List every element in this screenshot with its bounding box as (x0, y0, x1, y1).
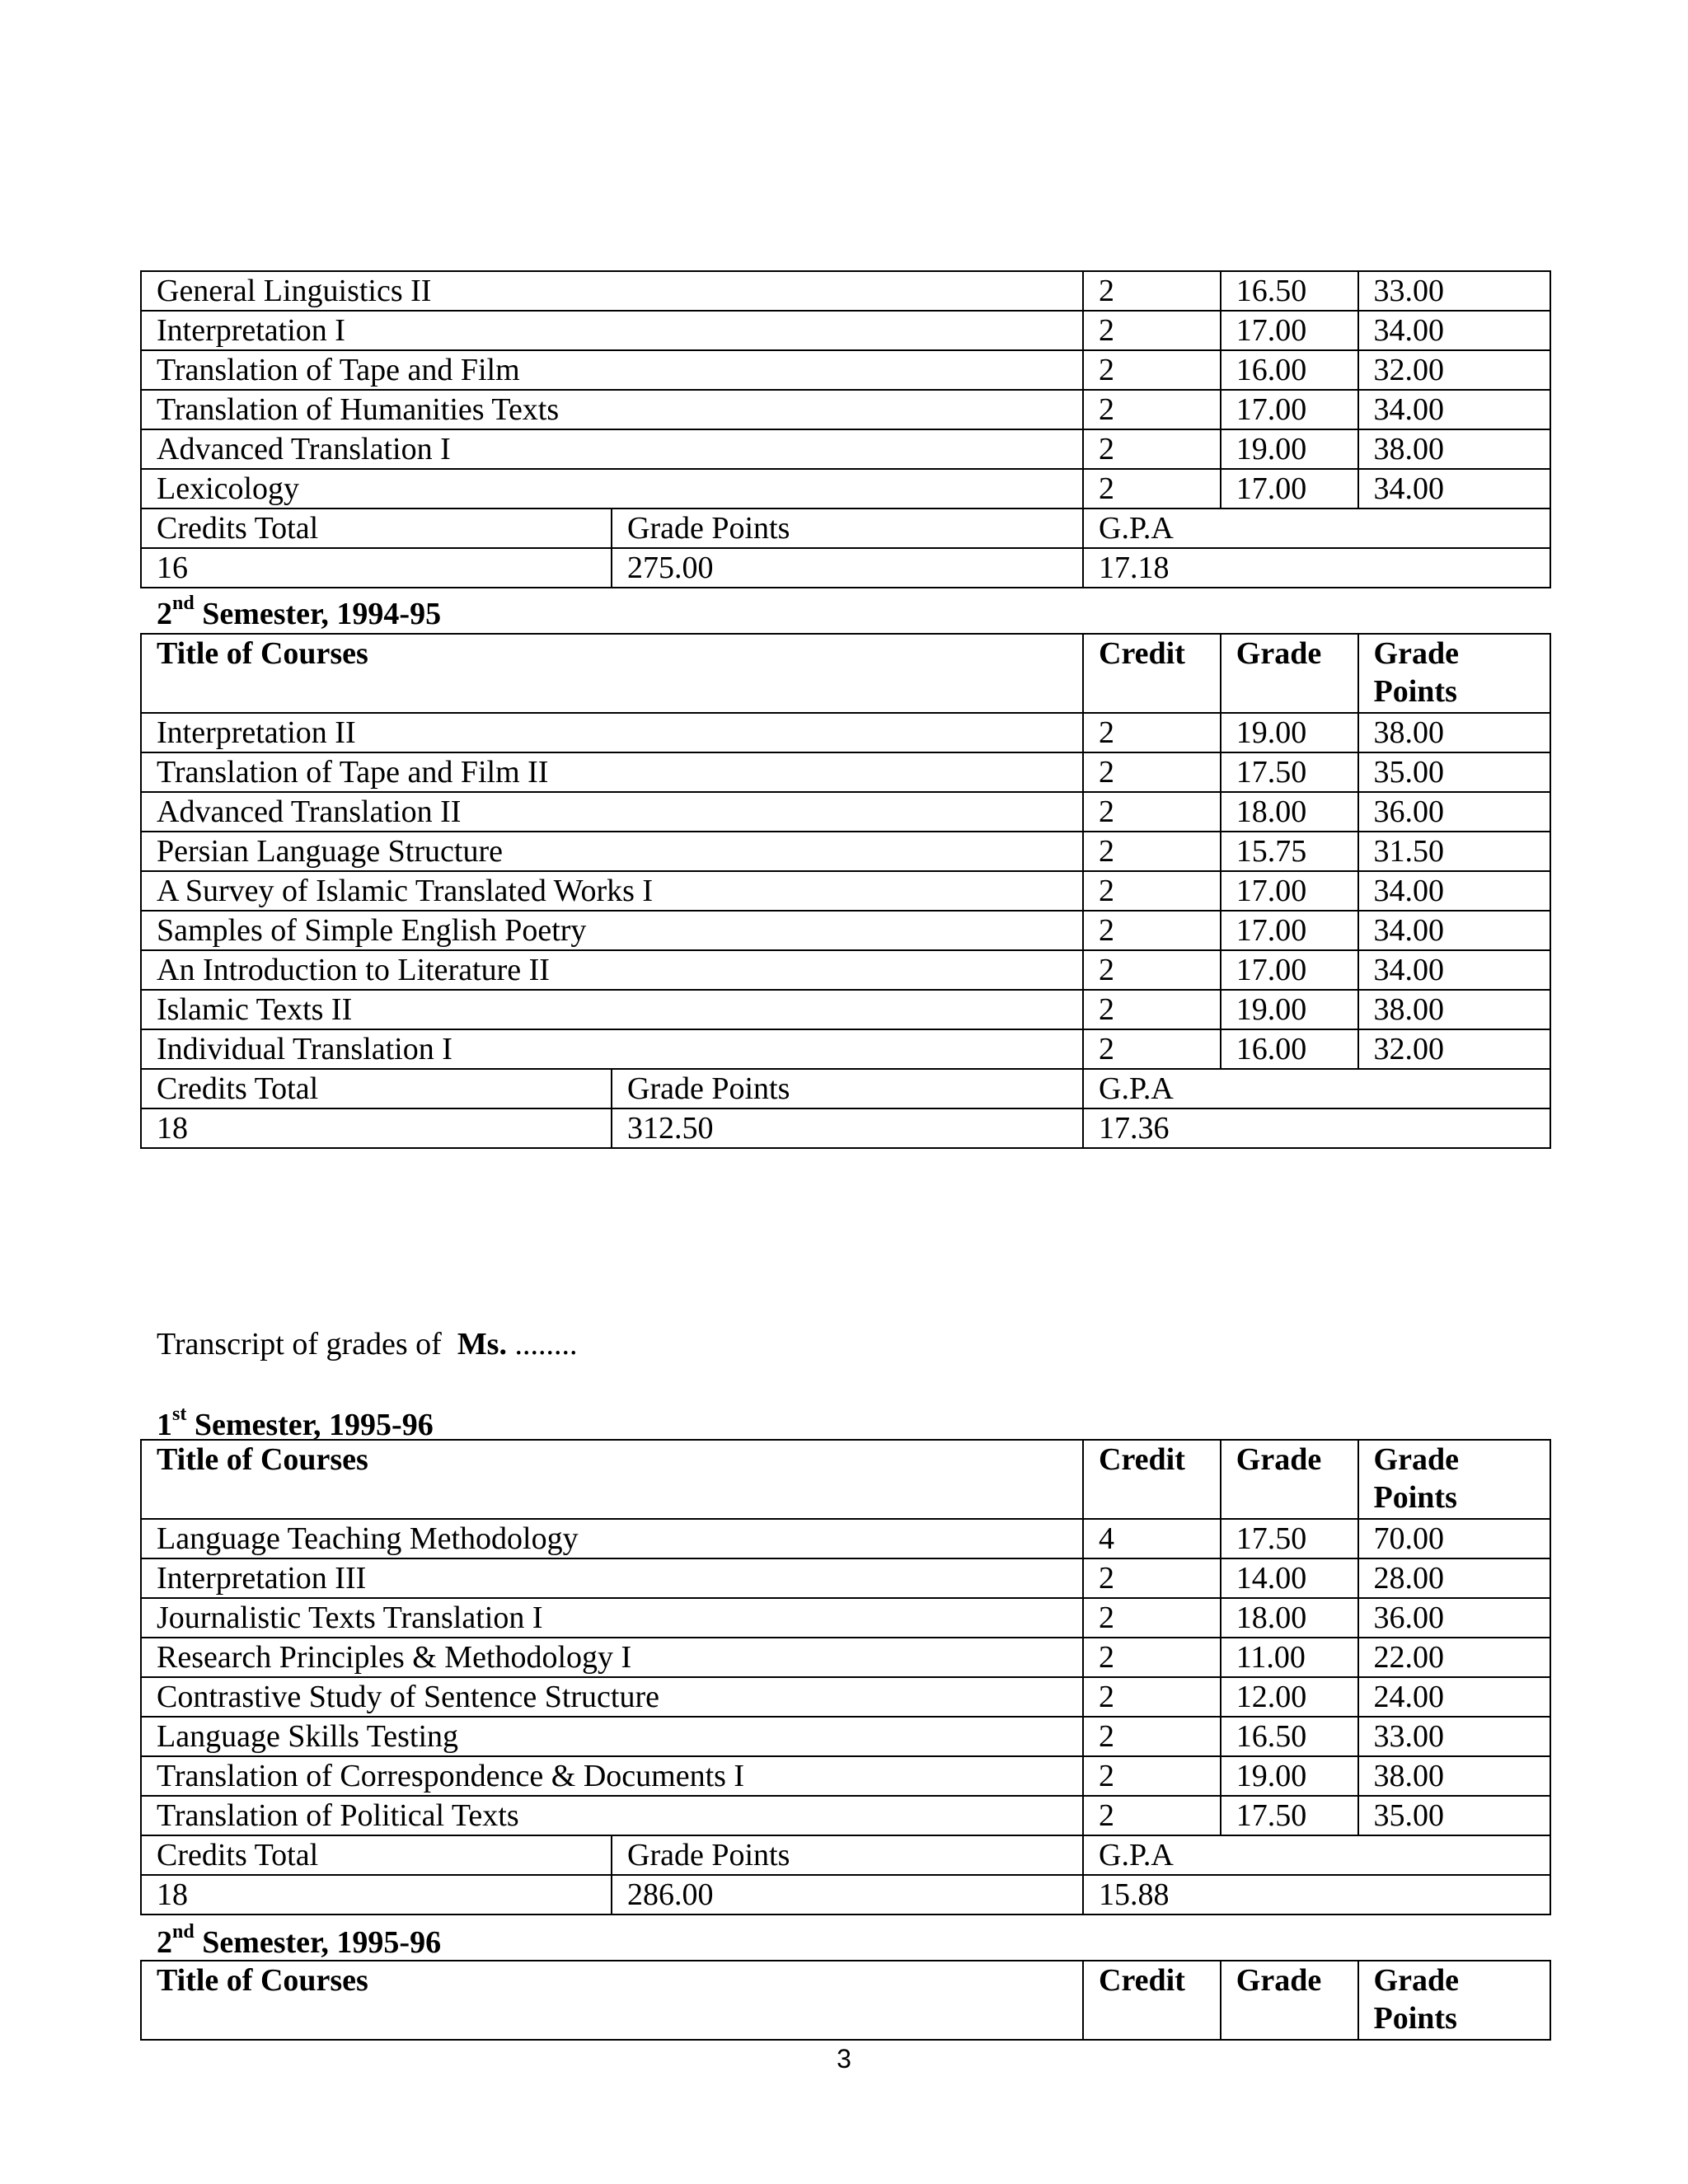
course-grade: 17.00 (1221, 311, 1358, 350)
course-table (140, 1439, 1551, 1915)
course-grade: 16.00 (1221, 350, 1358, 390)
table-row (141, 429, 1550, 469)
course-grade: 19.00 (1221, 990, 1358, 1029)
transcript-intro (157, 1325, 577, 1363)
table-row (141, 911, 1550, 950)
semester-number: 2 (157, 1925, 172, 1960)
header-grade: Grade (1221, 634, 1358, 713)
course-credit: 2 (1083, 469, 1221, 509)
table-row (141, 390, 1550, 429)
course-credit: 2 (1083, 1756, 1221, 1796)
intro-name: Ms. (457, 1327, 507, 1361)
header-grade-points: Grade Points (1358, 1961, 1550, 2040)
course-credit: 2 (1083, 350, 1221, 390)
section-table-4 (140, 1960, 1551, 2041)
table-row (141, 1558, 1550, 1598)
semester-number: 2 (157, 597, 172, 631)
table-row (141, 311, 1550, 350)
table-row (141, 1519, 1550, 1558)
course-grade: 16.50 (1221, 271, 1358, 311)
header-grade: Grade (1221, 1440, 1358, 1519)
course-title: Journalistic Texts Translation I (141, 1598, 1083, 1638)
course-credit: 2 (1083, 990, 1221, 1029)
table-header-row (141, 1440, 1550, 1519)
semester-label: Semester, 1995-96 (186, 1408, 434, 1442)
course-grade-points: 34.00 (1358, 469, 1550, 509)
course-grade-points: 33.00 (1358, 271, 1550, 311)
course-grade-points: 36.00 (1358, 1598, 1550, 1638)
course-credit: 2 (1083, 792, 1221, 832)
course-credit: 2 (1083, 1638, 1221, 1677)
grade-points-value: 286.00 (612, 1875, 1083, 1915)
semester-label: Semester, 1994-95 (194, 597, 442, 631)
course-grade: 19.00 (1221, 1756, 1358, 1796)
course-title: Translation of Tape and Film II (141, 752, 1083, 792)
grade-points-value: 275.00 (612, 548, 1083, 588)
course-grade-points: 38.00 (1358, 990, 1550, 1029)
course-credit: 2 (1083, 1598, 1221, 1638)
table-row (141, 1677, 1550, 1717)
course-grade-points: 34.00 (1358, 311, 1550, 350)
course-title: Language Skills Testing (141, 1717, 1083, 1756)
header-credit: Credit (1083, 1440, 1221, 1519)
course-grade-points: 34.00 (1358, 871, 1550, 911)
course-credit: 2 (1083, 752, 1221, 792)
course-credit: 2 (1083, 713, 1221, 752)
section-table-1 (140, 270, 1551, 588)
course-title: General Linguistics II (141, 271, 1083, 311)
gpa-value: 17.18 (1083, 548, 1550, 588)
table-row (141, 752, 1550, 792)
table-row (141, 1598, 1550, 1638)
table-header-row (141, 1961, 1550, 2040)
course-credit: 2 (1083, 271, 1221, 311)
course-grade-points: 36.00 (1358, 792, 1550, 832)
summary-label-row (141, 1069, 1550, 1108)
semester-number: 1 (157, 1408, 172, 1442)
course-grade: 16.00 (1221, 1029, 1358, 1069)
header-title: Title of Courses (141, 1440, 1083, 1519)
course-credit: 2 (1083, 832, 1221, 871)
grade-points-value: 312.50 (612, 1108, 1083, 1148)
section-table-2 (140, 633, 1551, 1149)
course-grade-points: 38.00 (1358, 713, 1550, 752)
table-row (141, 1717, 1550, 1756)
table-row (141, 990, 1550, 1029)
course-title: Lexicology (141, 469, 1083, 509)
course-table (140, 633, 1551, 1149)
course-grade: 14.00 (1221, 1558, 1358, 1598)
course-table (140, 270, 1551, 588)
course-grade: 16.50 (1221, 1717, 1358, 1756)
grade-points-label: Grade Points (612, 1069, 1083, 1108)
header-credit: Credit (1083, 1961, 1221, 2040)
intro-suffix: ........ (506, 1327, 578, 1361)
course-grade-points: 32.00 (1358, 350, 1550, 390)
course-title: A Survey of Islamic Translated Works I (141, 871, 1083, 911)
table-row (141, 713, 1550, 752)
course-grade-points: 28.00 (1358, 1558, 1550, 1598)
credits-total-label: Credits Total (141, 1835, 612, 1875)
page-number: 3 (837, 2044, 851, 2074)
course-title: Research Principles & Methodology I (141, 1638, 1083, 1677)
semester-ordinal: nd (172, 593, 195, 615)
credits-total-value: 16 (141, 548, 612, 588)
course-grade-points: 70.00 (1358, 1519, 1550, 1558)
gpa-label: G.P.A (1083, 1069, 1550, 1108)
table-row (141, 271, 1550, 311)
course-credit: 2 (1083, 1029, 1221, 1069)
table-row (141, 1796, 1550, 1835)
gpa-label: G.P.A (1083, 1835, 1550, 1875)
course-grade-points: 34.00 (1358, 911, 1550, 950)
header-grade-points: Grade Points (1358, 1440, 1550, 1519)
course-title: Islamic Texts II (141, 990, 1083, 1029)
course-grade-points: 31.50 (1358, 832, 1550, 871)
summary-value-row (141, 548, 1550, 588)
course-grade: 17.00 (1221, 950, 1358, 990)
course-title: Language Teaching Methodology (141, 1519, 1083, 1558)
credits-total-label: Credits Total (141, 509, 612, 548)
table-row (141, 950, 1550, 990)
course-grade: 18.00 (1221, 1598, 1358, 1638)
header-title: Title of Courses (141, 1961, 1083, 2040)
table-row (141, 1638, 1550, 1677)
course-credit: 2 (1083, 871, 1221, 911)
course-title: Interpretation I (141, 311, 1083, 350)
course-grade-points: 35.00 (1358, 1796, 1550, 1835)
course-title: Translation of Tape and Film (141, 350, 1083, 390)
course-grade-points: 34.00 (1358, 950, 1550, 990)
course-grade: 11.00 (1221, 1638, 1358, 1677)
course-grade-points: 22.00 (1358, 1638, 1550, 1677)
header-grade: Grade (1221, 1961, 1358, 2040)
gpa-value: 15.88 (1083, 1875, 1550, 1915)
course-grade: 17.50 (1221, 1519, 1358, 1558)
course-title: Individual Translation I (141, 1029, 1083, 1069)
course-title: Interpretation III (141, 1558, 1083, 1598)
table-header-row (141, 634, 1550, 713)
summary-label-row (141, 1835, 1550, 1875)
gpa-value: 17.36 (1083, 1108, 1550, 1148)
course-grade-points: 24.00 (1358, 1677, 1550, 1717)
course-grade-points: 32.00 (1358, 1029, 1550, 1069)
course-credit: 2 (1083, 950, 1221, 990)
credits-total-value: 18 (141, 1875, 612, 1915)
course-credit: 4 (1083, 1519, 1221, 1558)
header-grade-points: Grade Points (1358, 634, 1550, 713)
course-grade-points: 38.00 (1358, 1756, 1550, 1796)
course-credit: 2 (1083, 429, 1221, 469)
table-row (141, 1029, 1550, 1069)
table-row (141, 350, 1550, 390)
section-table-3 (140, 1439, 1551, 1915)
course-grade: 17.00 (1221, 390, 1358, 429)
summary-value-row (141, 1875, 1550, 1915)
course-table (140, 1960, 1551, 2041)
semester-ordinal: st (172, 1404, 187, 1426)
semester-ordinal: nd (172, 1921, 195, 1943)
header-title: Title of Courses (141, 634, 1083, 713)
semester-heading (157, 595, 441, 633)
grade-points-label: Grade Points (612, 509, 1083, 548)
table-row (141, 871, 1550, 911)
course-grade: 17.50 (1221, 1796, 1358, 1835)
credits-total-label: Credits Total (141, 1069, 612, 1108)
course-grade: 17.00 (1221, 871, 1358, 911)
course-credit: 2 (1083, 311, 1221, 350)
course-title: Interpretation II (141, 713, 1083, 752)
course-title: Advanced Translation I (141, 429, 1083, 469)
course-title: Contrastive Study of Sentence Structure (141, 1677, 1083, 1717)
course-credit: 2 (1083, 911, 1221, 950)
course-grade: 17.00 (1221, 911, 1358, 950)
table-row (141, 792, 1550, 832)
table-row (141, 469, 1550, 509)
course-grade-points: 33.00 (1358, 1717, 1550, 1756)
course-credit: 2 (1083, 1717, 1221, 1756)
course-grade-points: 35.00 (1358, 752, 1550, 792)
intro-prefix: Transcript of grades of (157, 1327, 457, 1361)
table-row (141, 832, 1550, 871)
course-grade-points: 34.00 (1358, 390, 1550, 429)
course-grade: 19.00 (1221, 429, 1358, 469)
course-grade: 17.50 (1221, 752, 1358, 792)
course-title: Advanced Translation II (141, 792, 1083, 832)
course-grade: 19.00 (1221, 713, 1358, 752)
header-credit: Credit (1083, 634, 1221, 713)
credits-total-value: 18 (141, 1108, 612, 1148)
course-grade-points: 38.00 (1358, 429, 1550, 469)
semester-label: Semester, 1995-96 (194, 1925, 442, 1960)
semester-heading (157, 1921, 442, 1961)
course-grade: 17.00 (1221, 469, 1358, 509)
course-title: Translation of Political Texts (141, 1796, 1083, 1835)
table-row (141, 1756, 1550, 1796)
summary-value-row (141, 1108, 1550, 1148)
course-credit: 2 (1083, 1558, 1221, 1598)
gpa-label: G.P.A (1083, 509, 1550, 548)
course-title: An Introduction to Literature II (141, 950, 1083, 990)
course-title: Translation of Correspondence & Documents I (141, 1756, 1083, 1796)
summary-label-row (141, 509, 1550, 548)
course-title: Samples of Simple English Poetry (141, 911, 1083, 950)
course-credit: 2 (1083, 1677, 1221, 1717)
grade-points-label: Grade Points (612, 1835, 1083, 1875)
course-credit: 2 (1083, 390, 1221, 429)
course-grade: 18.00 (1221, 792, 1358, 832)
course-grade: 12.00 (1221, 1677, 1358, 1717)
course-title: Translation of Humanities Texts (141, 390, 1083, 429)
course-title: Persian Language Structure (141, 832, 1083, 871)
course-grade: 15.75 (1221, 832, 1358, 871)
course-credit: 2 (1083, 1796, 1221, 1835)
